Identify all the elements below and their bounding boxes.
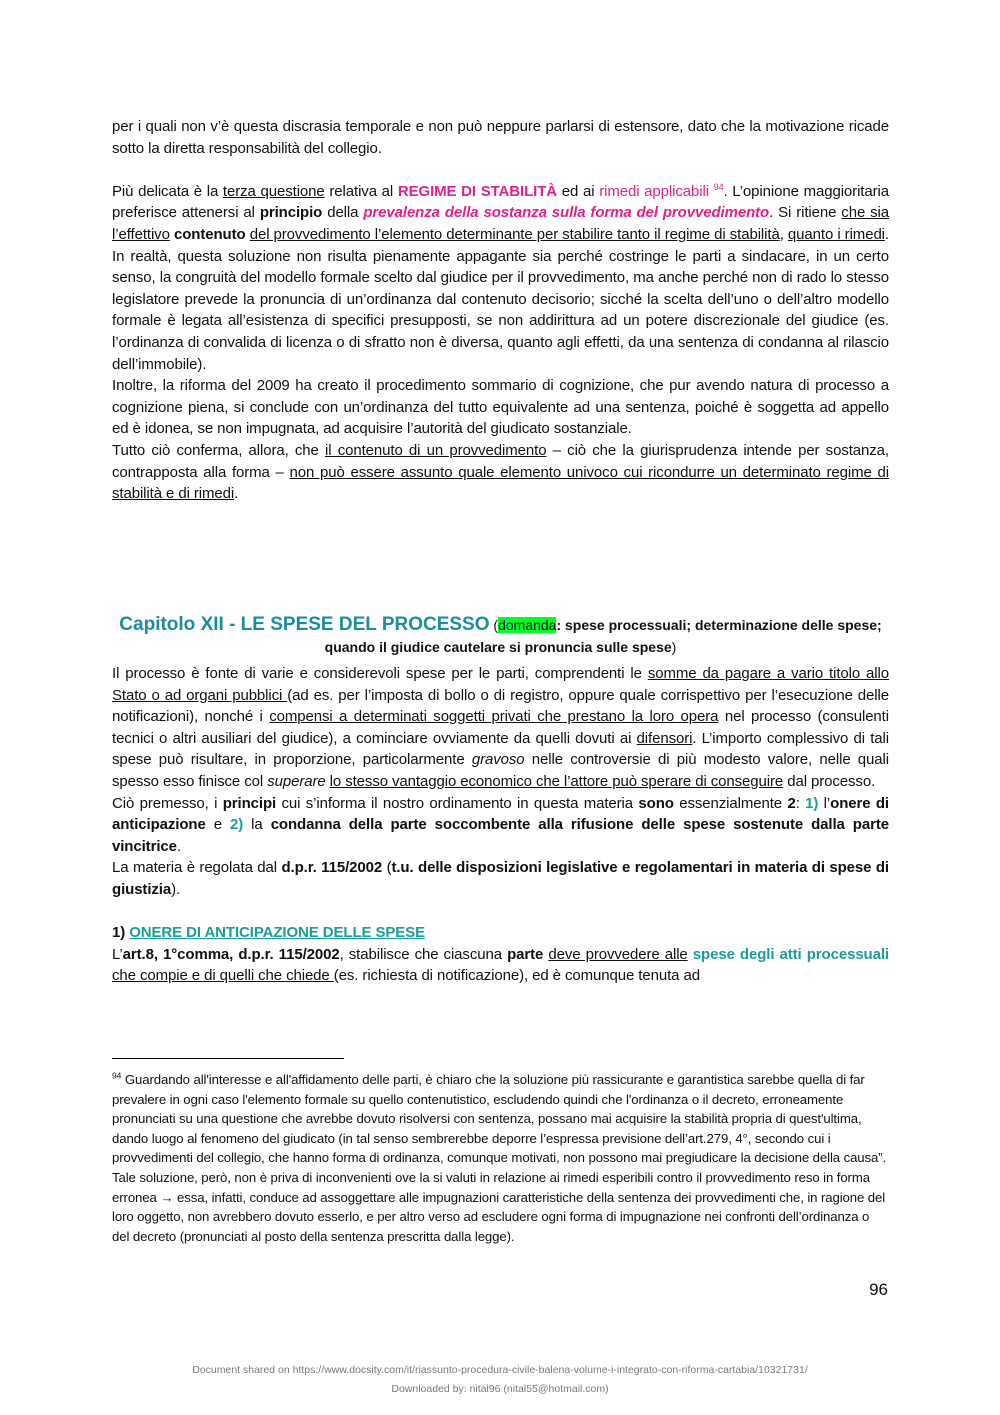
paragraph-regime-stabilita: Più delicata è la terza questione relativa al REGIME DI STABILITÀ ed ai rimedi applicabili $^{94}$. L’opinione maggioritaria preferisce attenersi al principio della prevalenza della sostanza sulla forma del provvedimento. Si ritiene che sia l’effettivo contenuto del provvedimento l’elemento determinante per stabilire tanto il regime di stabilità, quanto i rimedi. In realtà, questa soluzione non risulta pienamente appagante sia perché costringe le parti a sindacare, in un certo senso, la congruità del modello formale scelto dal giudice per il provvedimento, ma anche perché non di rado lo stesso legislatore prevede la pronuncia di un’ordinanza dal contenuto decisorio; sicché la scelta dell’uno o dell’altro modello formale è legata all’esistenza di specifici presupposti, se non addirittura ad un potere discrezionale del giudice (es. l’ordinanza di convalida di licenza o di sfratto non è diversa, quanto agli effetti, da una sentenza di condanna al rilascio dell’immobile).: [112, 181, 890, 373]
paragraph-spese-intro: Il processo è fonte di varie e considerevoli spese per le parti, comprendenti le somme da pagare a vario titolo allo Stato o ad organi pubblici (ad es. per l’imposta di bollo o di registro, oppure quale corrispettivo per l’esecuzione delle notificazioni), nonché i compensi a determinati soggetti privati che prestano la loro opera nel processo (consulenti tecnici o altri ausiliari del giudice), a cominciare ovviamente da quelli dovuti ai difensori. L’importo complessivo di tali spese può risultare, in proporzione, particolarmente gravoso nelle controversie di più modesto valore, nelle quali spesso esso finisce col superare lo stesso vantaggio economico che l’attore può sperare di conseguire dal processo.: [112, 665, 890, 790]
footnote-separator: [112, 1058, 344, 1059]
paragraph-dpr: La materia è regolata dal d.p.r. 115/2002 (t.u. delle disposizioni legislative e regolamentari in materia di spese di giustizia).: [112, 859, 889, 898]
downloaded-by-line: Downloaded by: nital96 (nital55@hotmail.com): [391, 1383, 609, 1395]
page-number: 96: [869, 1280, 888, 1299]
text-block-chapter: [112, 663, 889, 987]
paragraph-art8: L’art.8, 1°comma, d.p.r. 115/2002, stabilisce che ciascuna parte deve provvedere alle spese degli atti processuali che compie e di quelli che chiede (es. richiesta di notificazione), ed è comunque tenuta ad: [112, 945, 889, 985]
footnote-94: $^{94}$ Guardando all'interesse e all'affidamento delle parti, è chiaro che la soluzione più rassicurante e garantistica sarebbe quella di far prevalere in ogni caso l'elemento formale su quello contenutistico, escludendo quindi che l'ordinanza o il decreto, erroneamente pronunciati su una questione che avrebbe dovuto risolversi con sentenza, possano mai acquisire la stabilità propria di quest'ultima, dando luogo al fenomeno del giudicato (in tal senso sembrerebbe deporre l’espressa previsione dell’art.279, 4°, secondo cui i provvedimenti del collegio, che hanno forma di ordinanza, comunque motivati, non possono mai pregiudicare la decisione della causa”. Tale soluzione, però, non è priva di inconvenienti ove la si valuti in relazione ai rimedi esperibili contro il provvedimento reso in forma erronea → essa, infatti, conduce ad assoggettare alle impugnazioni caratteristiche della sentenza dei provvedimenti che, in ragione del loro oggetto, non avrebbero dovuto esserlo, e per altro verso ad escludere ogni forma di impugnazione nei confronti dell’ordinanza o del decreto (pronunciati al posto della sentenza prescritta dalla legge).: [112, 1070, 887, 1244]
chapter-heading: Capitolo XII - LE SPESE DEL PROCESSO (domanda: spese processuali; determinazione delle spese; quando il giudice cautelare si pronuncia sulle spese): [119, 614, 882, 655]
subsection-heading-onere: 1) ONERE DI ANTICIPAZIONE DELLE SPESE: [112, 924, 426, 942]
text-block-top: [112, 116, 889, 505]
paragraph-conclusione: Tutto ciò conferma, allora, che il contenuto di un provvedimento – ciò che la giurisprudenza intende per sostanza, contrapposta alla forma – non può essere assunto quale elemento univoco cui ricondurre un determinato regime di stabilità e di rimedi.: [112, 441, 889, 503]
regime-stabilita-term: REGIME DI STABILITÀ: [397, 182, 558, 200]
footnote-number: 94: [112, 1070, 122, 1081]
paragraph-principi: Ciò premesso, i principi cui s’informa il nostro ordinamento in questa materia sono essenzialmente 2: 1) l’onere di anticipazione e 2) la condanna della parte soccombente alla rifusione delle spese sostenute dalla parte vincitrice.: [112, 794, 889, 855]
arrow-right-icon: →: [160, 1189, 174, 1205]
footnote-ref-94[interactable]: 94: [713, 181, 724, 192]
paragraph-motivazione: per i quali non v’è questa discrasia temporale e non può neppure parlarsi di estensore, dato che la motivazione ricade sotto la diretta responsabilità del collegio.: [112, 118, 889, 157]
subsection-title: ONERE DI ANTICIPAZIONE DELLE SPESE: [129, 924, 426, 942]
shared-link-line[interactable]: Document shared on https://www.docsity.com/it/riassunto-procedura-civile-balena-volume-i-integrato-con-riforma-cartabia/10321731/: [192, 1364, 808, 1376]
paragraph-riforma-2009: Inoltre, la riforma del 2009 ha creato il procedimento sommario di cognizione, che pur avendo natura di processo a cognizione piena, si conclude con un’ordinanza del tutto equivalente ad una sentenza, poiché è soggetta ad appello ed è idonea, se non impugnata, ad acquisire l’autorità del giudicato sostanziale.: [112, 377, 889, 438]
highlight-domanda: domanda: [498, 617, 557, 633]
chapter-title: Capitolo XII - LE SPESE DEL PROCESSO: [119, 614, 490, 635]
